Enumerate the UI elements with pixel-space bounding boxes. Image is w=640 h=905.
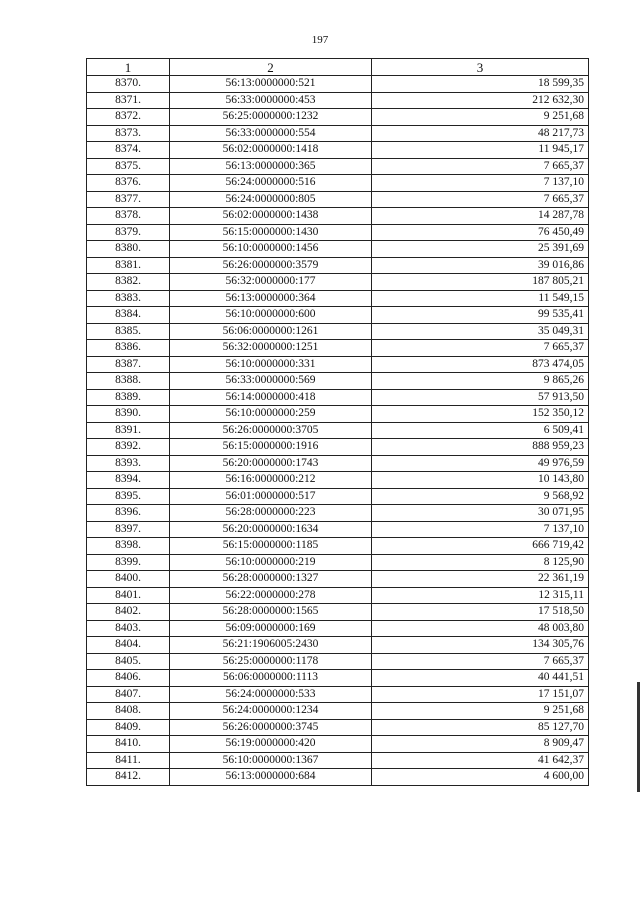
row-number-cell: 8411. bbox=[87, 752, 170, 769]
row-number-cell: 8389. bbox=[87, 389, 170, 406]
row-number-cell: 8408. bbox=[87, 703, 170, 720]
table-row bbox=[87, 191, 589, 208]
amount-cell: 9 251,68 bbox=[372, 109, 589, 126]
table-row bbox=[87, 587, 589, 604]
amount-cell: 7 665,37 bbox=[372, 653, 589, 670]
amount-cell: 17 151,07 bbox=[372, 686, 589, 703]
table-row bbox=[87, 158, 589, 175]
cadastral-number-cell: 56:10:0000000:600 bbox=[170, 307, 372, 324]
row-number-cell: 8390. bbox=[87, 406, 170, 423]
cadastral-number-cell: 56:25:0000000:1178 bbox=[170, 653, 372, 670]
cadastral-number-cell: 56:24:0000000:805 bbox=[170, 191, 372, 208]
cadastral-number-cell: 56:10:0000000:219 bbox=[170, 554, 372, 571]
table-header bbox=[87, 59, 589, 76]
cadastral-number-cell: 56:26:0000000:3745 bbox=[170, 719, 372, 736]
table-row bbox=[87, 686, 589, 703]
amount-cell: 10 143,80 bbox=[372, 472, 589, 489]
cadastral-number-cell: 56:13:0000000:684 bbox=[170, 769, 372, 786]
cadastral-number-cell: 56:28:0000000:223 bbox=[170, 505, 372, 522]
row-number-cell: 8373. bbox=[87, 125, 170, 142]
cadastral-number-cell: 56:32:0000000:177 bbox=[170, 274, 372, 291]
amount-cell: 39 016,86 bbox=[372, 257, 589, 274]
table-row bbox=[87, 455, 589, 472]
amount-cell: 212 632,30 bbox=[372, 92, 589, 109]
cadastral-number-cell: 56:10:0000000:331 bbox=[170, 356, 372, 373]
amount-cell: 7 137,10 bbox=[372, 175, 589, 192]
row-number-cell: 8392. bbox=[87, 439, 170, 456]
table-row bbox=[87, 406, 589, 423]
table-row bbox=[87, 208, 589, 225]
row-number-cell: 8381. bbox=[87, 257, 170, 274]
cadastral-number-cell: 56:15:0000000:1185 bbox=[170, 538, 372, 555]
row-number-cell: 8385. bbox=[87, 323, 170, 340]
table-row bbox=[87, 670, 589, 687]
row-number-cell: 8401. bbox=[87, 587, 170, 604]
table-row bbox=[87, 274, 589, 291]
amount-cell: 76 450,49 bbox=[372, 224, 589, 241]
amount-cell: 7 665,37 bbox=[372, 158, 589, 175]
cadastral-number-cell: 56:33:0000000:453 bbox=[170, 92, 372, 109]
table-row bbox=[87, 653, 589, 670]
row-number-cell: 8409. bbox=[87, 719, 170, 736]
amount-cell: 888 959,23 bbox=[372, 439, 589, 456]
column-header-2: 2 bbox=[170, 59, 372, 76]
amount-cell: 9 251,68 bbox=[372, 703, 589, 720]
amount-cell: 9 568,92 bbox=[372, 488, 589, 505]
cadastral-number-cell: 56:20:0000000:1634 bbox=[170, 521, 372, 538]
amount-cell: 187 805,21 bbox=[372, 274, 589, 291]
header-row bbox=[87, 59, 589, 76]
row-number-cell: 8403. bbox=[87, 620, 170, 637]
table-row bbox=[87, 604, 589, 621]
table-row bbox=[87, 571, 589, 588]
cadastral-number-cell: 56:33:0000000:569 bbox=[170, 373, 372, 390]
table-row bbox=[87, 752, 589, 769]
amount-cell: 12 315,11 bbox=[372, 587, 589, 604]
amount-cell: 17 518,50 bbox=[372, 604, 589, 621]
amount-cell: 85 127,70 bbox=[372, 719, 589, 736]
cadastral-number-cell: 56:13:0000000:521 bbox=[170, 76, 372, 93]
amount-cell: 48 003,80 bbox=[372, 620, 589, 637]
cadastral-number-cell: 56:19:0000000:420 bbox=[170, 736, 372, 753]
amount-cell: 18 599,35 bbox=[372, 76, 589, 93]
page-number: 197 bbox=[311, 34, 329, 46]
cadastral-number-cell: 56:22:0000000:278 bbox=[170, 587, 372, 604]
row-number-cell: 8406. bbox=[87, 670, 170, 687]
table-row bbox=[87, 637, 589, 654]
row-number-cell: 8396. bbox=[87, 505, 170, 522]
amount-cell: 666 719,42 bbox=[372, 538, 589, 555]
table-row bbox=[87, 719, 589, 736]
cadastral-number-cell: 56:28:0000000:1565 bbox=[170, 604, 372, 621]
table-row bbox=[87, 472, 589, 489]
amount-cell: 14 287,78 bbox=[372, 208, 589, 225]
row-number-cell: 8410. bbox=[87, 736, 170, 753]
cadastral-number-cell: 56:06:0000000:1113 bbox=[170, 670, 372, 687]
amount-cell: 7 137,10 bbox=[372, 521, 589, 538]
table-row bbox=[87, 488, 589, 505]
cadastral-number-cell: 56:24:0000000:1234 bbox=[170, 703, 372, 720]
table-body bbox=[87, 76, 589, 786]
row-number-cell: 8376. bbox=[87, 175, 170, 192]
row-number-cell: 8384. bbox=[87, 307, 170, 324]
row-number-cell: 8405. bbox=[87, 653, 170, 670]
amount-cell: 7 665,37 bbox=[372, 340, 589, 357]
cadastral-number-cell: 56:15:0000000:1916 bbox=[170, 439, 372, 456]
table-row bbox=[87, 620, 589, 637]
cadastral-number-cell: 56:13:0000000:364 bbox=[170, 290, 372, 307]
table-row bbox=[87, 736, 589, 753]
table-row bbox=[87, 538, 589, 555]
cadastral-number-cell: 56:10:0000000:259 bbox=[170, 406, 372, 423]
cadastral-number-cell: 56:06:0000000:1261 bbox=[170, 323, 372, 340]
amount-cell: 11 549,15 bbox=[372, 290, 589, 307]
cadastral-number-cell: 56:10:0000000:1367 bbox=[170, 752, 372, 769]
amount-cell: 8 125,90 bbox=[372, 554, 589, 571]
row-number-cell: 8387. bbox=[87, 356, 170, 373]
cadastral-number-cell: 56:10:0000000:1456 bbox=[170, 241, 372, 258]
table-row bbox=[87, 109, 589, 126]
row-number-cell: 8402. bbox=[87, 604, 170, 621]
amount-cell: 48 217,73 bbox=[372, 125, 589, 142]
column-header-3: 3 bbox=[372, 59, 589, 76]
row-number-cell: 8378. bbox=[87, 208, 170, 225]
table-row bbox=[87, 307, 589, 324]
amount-cell: 134 305,76 bbox=[372, 637, 589, 654]
cadastral-number-cell: 56:14:0000000:418 bbox=[170, 389, 372, 406]
row-number-cell: 8397. bbox=[87, 521, 170, 538]
cadastral-number-cell: 56:13:0000000:365 bbox=[170, 158, 372, 175]
amount-cell: 41 642,37 bbox=[372, 752, 589, 769]
table-row bbox=[87, 142, 589, 159]
amount-cell: 9 865,26 bbox=[372, 373, 589, 390]
column-header-1: 1 bbox=[87, 59, 170, 76]
row-number-cell: 8394. bbox=[87, 472, 170, 489]
amount-cell: 35 049,31 bbox=[372, 323, 589, 340]
cadastral-number-cell: 56:21:1906005:2430 bbox=[170, 637, 372, 654]
row-number-cell: 8398. bbox=[87, 538, 170, 555]
table-row bbox=[87, 224, 589, 241]
row-number-cell: 8395. bbox=[87, 488, 170, 505]
table-row bbox=[87, 422, 589, 439]
row-number-cell: 8372. bbox=[87, 109, 170, 126]
row-number-cell: 8400. bbox=[87, 571, 170, 588]
table-row bbox=[87, 703, 589, 720]
amount-cell: 152 350,12 bbox=[372, 406, 589, 423]
cadastral-number-cell: 56:20:0000000:1743 bbox=[170, 455, 372, 472]
row-number-cell: 8412. bbox=[87, 769, 170, 786]
cadastral-number-cell: 56:16:0000000:212 bbox=[170, 472, 372, 489]
cadastral-number-cell: 56:02:0000000:1418 bbox=[170, 142, 372, 159]
row-number-cell: 8388. bbox=[87, 373, 170, 390]
table-row bbox=[87, 340, 589, 357]
row-number-cell: 8391. bbox=[87, 422, 170, 439]
amount-cell: 99 535,41 bbox=[372, 307, 589, 324]
table-row bbox=[87, 373, 589, 390]
row-number-cell: 8404. bbox=[87, 637, 170, 654]
amount-cell: 30 071,95 bbox=[372, 505, 589, 522]
cadastral-number-cell: 56:33:0000000:554 bbox=[170, 125, 372, 142]
table-row bbox=[87, 241, 589, 258]
table-row bbox=[87, 439, 589, 456]
table-row bbox=[87, 175, 589, 192]
table-row bbox=[87, 323, 589, 340]
amount-cell: 7 665,37 bbox=[372, 191, 589, 208]
row-number-cell: 8374. bbox=[87, 142, 170, 159]
table-row bbox=[87, 76, 589, 93]
amount-cell: 49 976,59 bbox=[372, 455, 589, 472]
row-number-cell: 8377. bbox=[87, 191, 170, 208]
cadastral-number-cell: 56:02:0000000:1438 bbox=[170, 208, 372, 225]
cadastral-number-cell: 56:26:0000000:3579 bbox=[170, 257, 372, 274]
cadastral-number-cell: 56:26:0000000:3705 bbox=[170, 422, 372, 439]
row-number-cell: 8393. bbox=[87, 455, 170, 472]
table-row bbox=[87, 505, 589, 522]
amount-cell: 22 361,19 bbox=[372, 571, 589, 588]
cadastral-number-cell: 56:09:0000000:169 bbox=[170, 620, 372, 637]
table-row bbox=[87, 769, 589, 786]
amount-cell: 25 391,69 bbox=[372, 241, 589, 258]
amount-cell: 6 509,41 bbox=[372, 422, 589, 439]
table-row bbox=[87, 389, 589, 406]
row-number-cell: 8382. bbox=[87, 274, 170, 291]
row-number-cell: 8407. bbox=[87, 686, 170, 703]
cadastral-number-cell: 56:01:0000000:517 bbox=[170, 488, 372, 505]
row-number-cell: 8399. bbox=[87, 554, 170, 571]
table-row bbox=[87, 554, 589, 571]
table-row bbox=[87, 356, 589, 373]
row-number-cell: 8379. bbox=[87, 224, 170, 241]
row-number-cell: 8386. bbox=[87, 340, 170, 357]
table-row bbox=[87, 290, 589, 307]
cadastral-number-cell: 56:28:0000000:1327 bbox=[170, 571, 372, 588]
table-row bbox=[87, 521, 589, 538]
amount-cell: 8 909,47 bbox=[372, 736, 589, 753]
cadastral-number-cell: 56:32:0000000:1251 bbox=[170, 340, 372, 357]
cadastral-number-cell: 56:24:0000000:516 bbox=[170, 175, 372, 192]
cadastral-number-cell: 56:24:0000000:533 bbox=[170, 686, 372, 703]
amount-cell: 4 600,00 bbox=[372, 769, 589, 786]
table-row bbox=[87, 125, 589, 142]
row-number-cell: 8375. bbox=[87, 158, 170, 175]
row-number-cell: 8380. bbox=[87, 241, 170, 258]
amount-cell: 11 945,17 bbox=[372, 142, 589, 159]
row-number-cell: 8370. bbox=[87, 76, 170, 93]
amount-cell: 57 913,50 bbox=[372, 389, 589, 406]
table-row bbox=[87, 257, 589, 274]
data-table bbox=[86, 58, 589, 786]
amount-cell: 873 474,05 bbox=[372, 356, 589, 373]
cadastral-number-cell: 56:25:0000000:1232 bbox=[170, 109, 372, 126]
table-row bbox=[87, 92, 589, 109]
amount-cell: 40 441,51 bbox=[372, 670, 589, 687]
row-number-cell: 8383. bbox=[87, 290, 170, 307]
row-number-cell: 8371. bbox=[87, 92, 170, 109]
cadastral-number-cell: 56:15:0000000:1430 bbox=[170, 224, 372, 241]
